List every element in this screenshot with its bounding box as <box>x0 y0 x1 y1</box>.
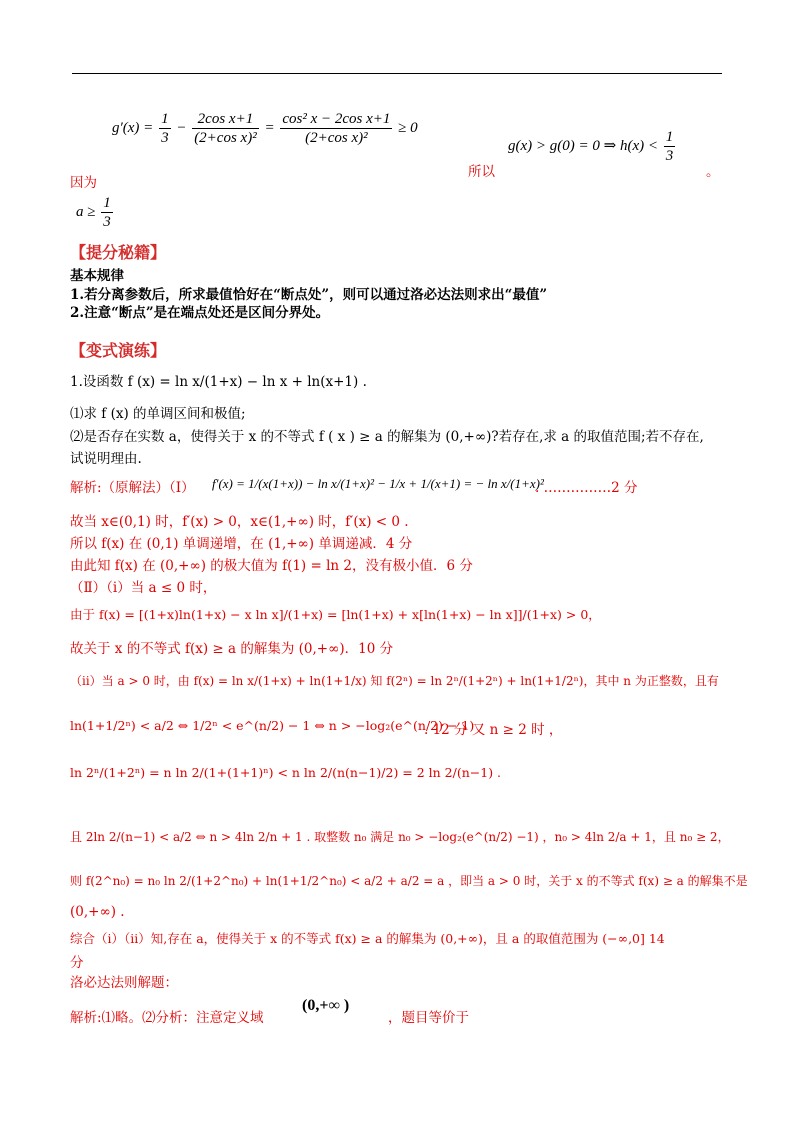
case-i: （Ⅱ）（ⅰ）当 a ≤ 0 时， <box>70 580 217 596</box>
rule-1: 1.若分离参数后，所求最值恰好在“断点处”，则可以通过洛必达法则求出“最值” <box>70 287 548 303</box>
question-1-a: ⑴求 f (x) 的单调区间和极值; <box>70 406 246 422</box>
ln-inequality-tail: . 12 分 又 n ≥ 2 时 ， <box>424 722 563 738</box>
deriv-prefix: g′(x) = <box>112 119 158 136</box>
contradiction-cont: (0,+∞) . <box>70 904 125 920</box>
therefore-line: 故关于 x 的不等式 f(x) ≥ a 的解集为 (0,+∞)．10 分 <box>70 641 394 657</box>
frac-den: 3 <box>665 148 674 164</box>
section-title-practice: 【变式演练】 <box>70 341 167 360</box>
suoyi: 所以 <box>468 164 495 180</box>
minus: − <box>176 119 191 136</box>
question-1-b-cont: 试说明理由. <box>70 451 142 467</box>
equals: = <box>264 119 279 136</box>
extreme-value: 由此知 f(x) 在 (0,+∞) 的极大值为 f(1) = ln 2，没有极小值．6 分 <box>70 558 473 574</box>
yinwei: 因为 <box>70 175 97 191</box>
derivative-line <box>112 110 418 147</box>
solution-score: . ……………2 分 <box>535 480 638 496</box>
question-1: 1.设函数 f (x) = ln x/(1+x) − ln x + ln(x+1) . <box>70 374 367 390</box>
summary-cont: 分 <box>70 955 84 971</box>
frac-den: (2+cos x)² <box>305 130 368 146</box>
frac-den: (2+cos x)² <box>194 130 257 146</box>
fraction <box>192 110 259 147</box>
last-line-b: ，题目等价于 <box>388 1010 469 1026</box>
contradiction: 则 f(2^n₀) = n₀ ln 2/(1+2^n₀) + ln(1+1/2^n₀) < a/2 + a/2 = a ，即当 a > 0 时，关于 x 的不等式 f(x) ≥ a 的解集不是 <box>70 874 748 888</box>
frac-den: 3 <box>103 214 111 230</box>
frac-num: 1 <box>665 129 674 145</box>
period: 。 <box>706 164 720 180</box>
section-title-tips: 【提分秘籍】 <box>70 243 167 262</box>
frac-num: 1 <box>103 195 111 211</box>
rule-2: 2.注意“断点”是在端点处还是区间分界处。 <box>70 305 330 321</box>
summary: 综合（ⅰ）（ⅱ）知,存在 a，使得关于 x 的不等式 f(x) ≥ a 的解集为 (0,+∞)，且 a 的取值范围为 (−∞,0] 14 <box>70 931 665 946</box>
a-ge: a ≥ <box>76 203 96 220</box>
fraction <box>664 128 676 165</box>
a-ge-line <box>76 194 115 231</box>
ineq-right <box>508 128 677 165</box>
frac-num: 1 <box>161 111 169 127</box>
header-rule <box>72 73 722 74</box>
rule-title: 基本规律 <box>70 268 124 284</box>
fraction <box>101 194 113 231</box>
ln-inequality: ln(1+1/2ⁿ) < a/2 ⇔ 1/2ⁿ < e^(n/2) − 1 ⇔ n > −log₂(e^(n/2) − 1) <box>70 718 475 733</box>
frac-num: cos² x − 2cos x+1 <box>282 111 391 127</box>
fraction <box>280 110 392 147</box>
since-line: 由于 f(x) = [(1+x)ln(1+x) − x ln x]/(1+x) = [ln(1+x) + x[ln(1+x) − ln x]]/(1+x) > 0， <box>70 607 601 622</box>
case-ii: （ⅱ）当 a > 0 时，由 f(x) = ln x/(1+x) + ln(1+1/x) 知 f(2ⁿ) = ln 2ⁿ/(1+2ⁿ) + ln(1+1/2ⁿ)，其中 n 为正整数，且有 <box>70 674 719 688</box>
solution-label: 解析:（原解法）（Ⅰ） <box>70 480 195 496</box>
frac-num: 2cos x+1 <box>192 110 259 129</box>
frac-den: 3 <box>161 130 169 146</box>
ge-zero: ≥ 0 <box>398 119 418 136</box>
ineq-text: g(x) > g(0) = 0 ⇒ h(x) < <box>508 137 658 154</box>
fraction <box>159 110 171 147</box>
solution-derivative: f′(x) = 1/(x(1+x)) − ln x/(1+x)² − 1/x + 1/(x+1) = − ln x/(1+x)² <box>212 476 544 491</box>
monotonic-sign: 故当 x∈(0,1) 时，f′(x) > 0，x∈(1,+∞) 时，f′(x) < 0 . <box>70 514 409 530</box>
monotonic-interval: 所以 f(x) 在 (0,1) 单调递增，在 (1,+∞) 单调递减．4 分 <box>70 536 413 552</box>
domain: (0,+∞ ) <box>302 997 350 1014</box>
choose-n0: 且 2ln 2/(n−1) < a/2 ⇔ n > 4ln 2/n + 1 . 取整数 n₀ 满足 n₀ > −log₂(e^(n/2) −1) ，n₀ > 4ln 2/a + 1，且 n₀ ≥ 2， <box>70 830 730 844</box>
question-1-b: ⑵是否存在实数 a，使得关于 x 的不等式 f ( x ) ≥ a 的解集为 (0,+∞)?若存在,求 a 的取值范围;若不存在, <box>70 429 704 445</box>
last-line-a: 解析:⑴略。⑵分析：注意定义域 <box>70 1010 264 1026</box>
fraction-bound: ln 2ⁿ/(1+2ⁿ) = n ln 2/(1+(1+1)ⁿ) < n ln 2/(n(n−1)/2) = 2 ln 2/(n−1) . <box>70 765 502 780</box>
lobida-title: 洛必达法则解题： <box>70 975 178 991</box>
